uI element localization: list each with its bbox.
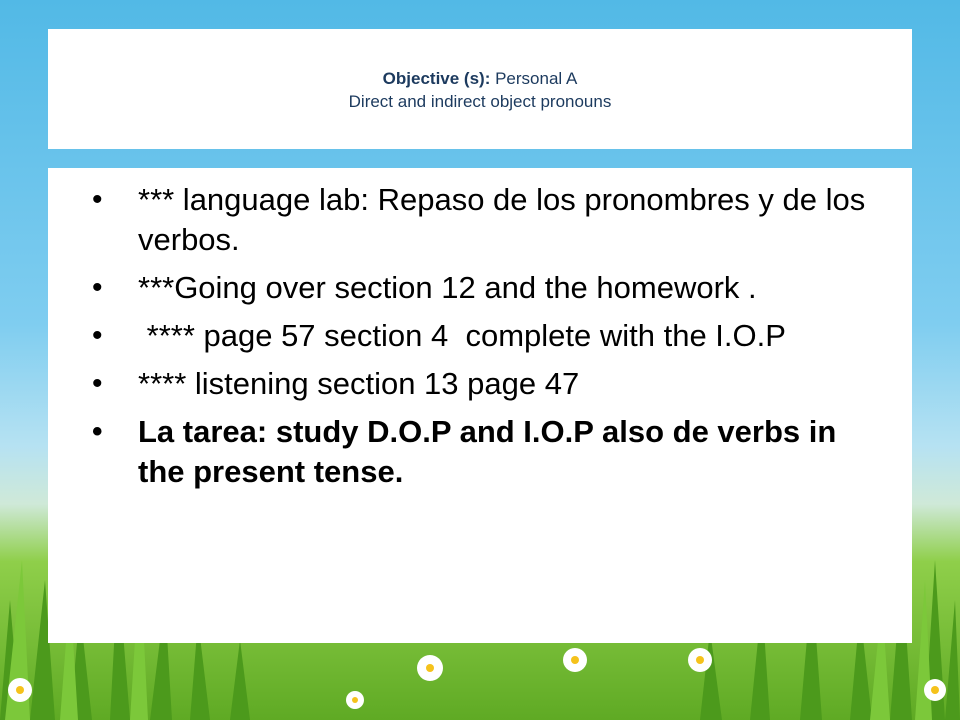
bullet-text: *** language lab: Repaso de los pronombres y de los verbos. — [138, 182, 866, 257]
title-box — [48, 29, 912, 149]
bullet-text: **** page 57 section 4 complete with the I.O.P — [138, 318, 786, 353]
title-text: Personal A — [490, 69, 578, 88]
bullet-text: ***Going over section 12 and the homework . — [138, 270, 757, 305]
bullet-item — [92, 268, 882, 308]
bullet-icon: • — [92, 367, 103, 400]
bullet-item — [92, 316, 882, 356]
title-label: Objective (s): — [382, 69, 491, 88]
bullet-list — [92, 180, 882, 492]
bullet-item — [92, 180, 882, 260]
bullet-item — [92, 364, 882, 404]
bullet-icon: • — [92, 415, 103, 448]
bullet-icon: • — [92, 319, 103, 352]
bullet-text: La tarea: study D.O.P and I.O.P also de verbs in the present tense. — [138, 414, 837, 489]
bullet-text: **** listening section 13 page 47 — [138, 366, 580, 401]
content-box — [48, 168, 912, 643]
bullet-item-homework — [92, 412, 882, 492]
slide-subtitle: Direct and indirect object pronouns — [348, 92, 612, 111]
slide-title — [48, 67, 912, 90]
bullet-icon: • — [92, 183, 103, 216]
bullet-icon: • — [92, 271, 103, 304]
